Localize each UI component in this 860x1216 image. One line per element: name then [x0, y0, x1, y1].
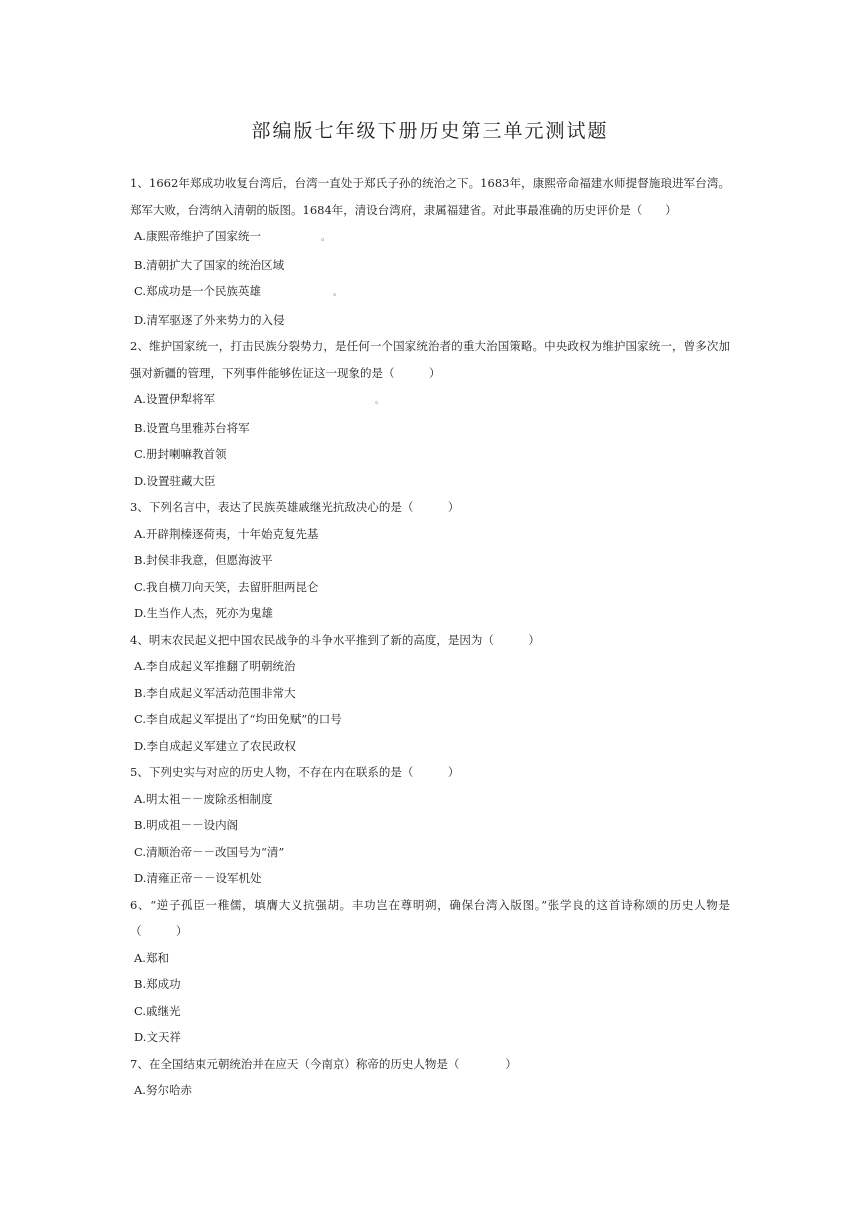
option-c: C.戚继光 [134, 1003, 181, 1018]
option-b: B.李自成起义军活动范围非常大 [134, 685, 296, 700]
stray-mark: 。 [320, 233, 330, 243]
option-d: D.生当作人杰，死亦为鬼雄 [134, 606, 273, 620]
option-a: A.开辟荆榛逐荷夷，十年始克复先基 [134, 526, 319, 541]
option-b: B.封侯非我意，但愿海波平 [134, 553, 273, 567]
option-b: B.郑成功 [134, 977, 181, 991]
page-title: 部编版七年级下册历史第三单元测试题 [251, 120, 609, 142]
option-d: D.清军驱逐了外来势力的入侵 [134, 312, 285, 327]
question-list [130, 170, 730, 1104]
option-c: C.册封喇嘛教首领 [134, 447, 227, 461]
option-a: A.设置伊犁将军 。 [130, 386, 730, 415]
option-c: C.郑成功是一个民族英雄 。 [130, 278, 730, 307]
question-stem: 5、下列史实与对应的历史人物，不存在内在联系的是（ ） [130, 765, 460, 779]
option-a: A.李自成起义军推翻了明朝统治 [134, 659, 296, 673]
option-b: B.设置乌里雅苏台将军 [134, 420, 250, 435]
option-d: D.文天祥 [134, 1030, 181, 1044]
question-stem: 3、下列名言中，表达了民族英雄戚继光抗敌决心的是（ ） [130, 500, 460, 514]
question-7 [130, 1051, 730, 1104]
option-a: A.郑和 [134, 950, 169, 965]
question-stem: 6、“逆子孤臣一稚儒，填膺大义抗强胡。丰功岂在尊明朔，确保台湾入版图。”张学良的这首诗称颂的历史人物是（ ） [130, 897, 730, 938]
question-2 [130, 333, 730, 494]
option-a: A.努尔哈赤 [134, 1083, 192, 1097]
question-3 [130, 494, 730, 627]
option-c: C.我自横刀向天笑，去留肝胆两昆仑 [134, 579, 319, 594]
question-stem: 7、在全国结束元朝统治并在应天（今南京）称帝的历史人物是（ ） [130, 1056, 517, 1071]
question-stem: 2、维护国家统一，打击民族分裂势力，是任何一个国家统治者的重大治国策略。中央政权为维护国家统一，曾多次加强对新疆的管理，下列事件能够佐证这一现象的是（ ） [130, 339, 730, 380]
option-b: B.明成祖－－设内阁 [134, 818, 239, 832]
option-d: D.李自成起义军建立了农民政权 [134, 738, 296, 753]
option-b: B.清朝扩大了国家的统治区域 [134, 257, 285, 272]
question-5 [130, 759, 730, 892]
option-c: C.李自成起义军提出了“均田免赋”的口号 [134, 712, 342, 726]
question-stem: 4、明末农民起义把中国农民战争的斗争水平推到了新的高度，是因为（ ） [130, 632, 540, 647]
option-a: A.明太祖－－废除丞相制度 [134, 791, 273, 806]
question-1 [130, 170, 730, 333]
option-c: C.清顺治帝－－改国号为“清” [134, 844, 285, 859]
option-a: A.康熙帝维护了国家统一 。 [130, 223, 730, 252]
question-6 [130, 892, 730, 1051]
question-4 [130, 627, 730, 760]
option-d: D.设置驻藏大臣 [134, 473, 216, 488]
stray-mark: 。 [333, 288, 343, 298]
stray-mark: 。 [374, 396, 384, 406]
question-stem: 1、1662年郑成功收复台湾后，台湾一直处于郑氏子孙的统治之下。1683年，康熙帝命福建水师提督施琅进军台湾。郑军大败，台湾纳入清朝的版图。1684年，清设台湾府，隶属福建省。对此事最准确的历史评价是（ ） [130, 176, 730, 217]
option-d: D.清雍正帝－－设军机处 [134, 871, 262, 885]
